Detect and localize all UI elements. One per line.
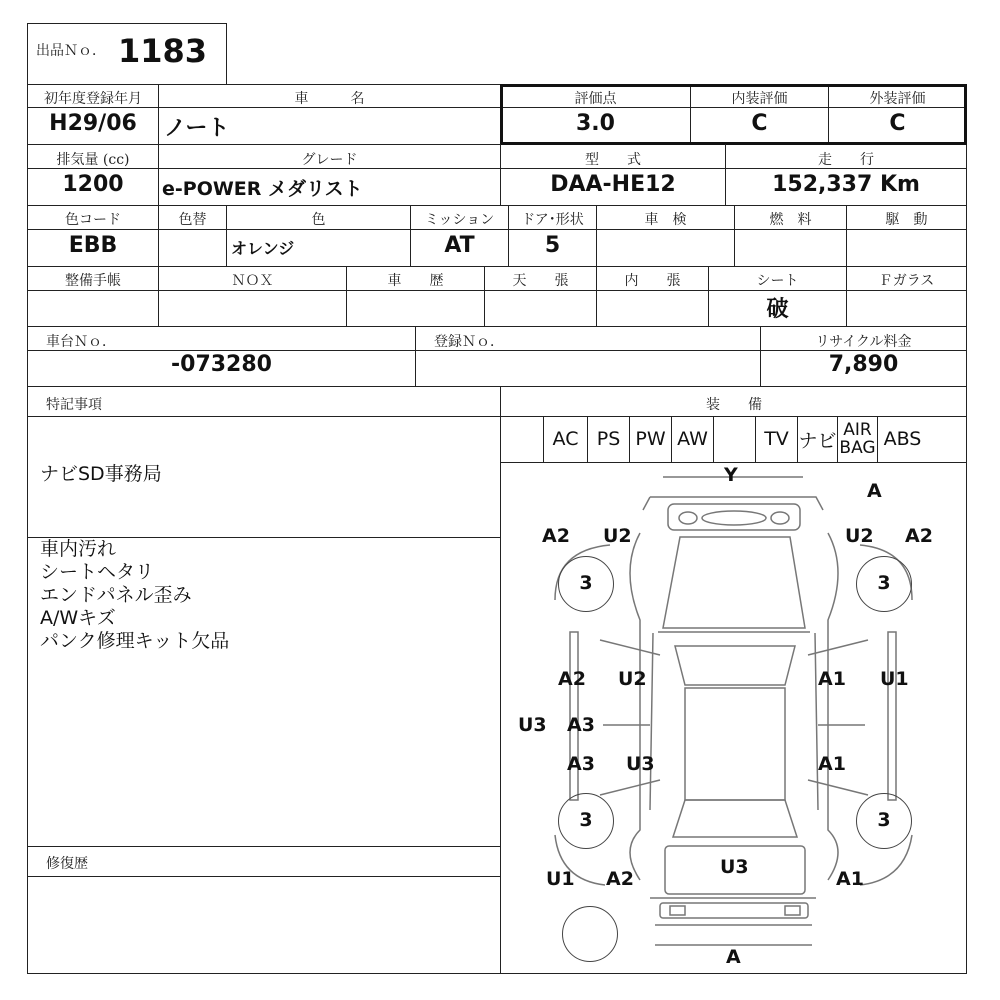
displacement-value: 1200: [62, 172, 124, 197]
equipment-cell: ABS: [883, 428, 922, 450]
mark-left-door-u3: U3: [518, 714, 547, 736]
nox-label: ＮＯＸ: [231, 273, 274, 289]
seat-label: シート: [756, 273, 799, 289]
equipment-cell: [714, 416, 756, 462]
chassis-value: -073280: [171, 352, 272, 377]
grade-value: e-POWER メダリスト: [162, 178, 363, 200]
ceiling-label: 天 張: [512, 273, 569, 289]
tire-front-right-grade: 3: [877, 572, 891, 594]
first-reg-value: H29/06: [49, 111, 137, 136]
model-value: DAA-HE12: [550, 172, 676, 197]
score-value: 3.0: [576, 111, 615, 136]
mark-front-left-u2: U2: [603, 525, 632, 547]
drive-label: 駆 動: [885, 212, 928, 228]
mark-right-mid-u1: U1: [880, 668, 909, 690]
mileage-label: 走 行: [818, 152, 874, 168]
remark-item: エンドパネル歪み: [40, 584, 192, 606]
inspection-label: 車 検: [644, 212, 687, 228]
equipment-cell: ナビ: [798, 416, 838, 462]
repair-history-label: 修復歴: [46, 856, 88, 872]
mark-front-right-u2: U2: [845, 525, 874, 547]
remark-item: 車内汚れ: [40, 538, 117, 560]
color-code-label: 色コード: [65, 212, 121, 228]
remark-item: パンク修理キット欠品: [40, 630, 230, 652]
interior-label: 内装評価: [731, 91, 788, 107]
mark-right-rear-a1: A1: [818, 753, 846, 775]
chassis-label: 車台Ｎｏ．: [46, 334, 116, 350]
remark-item: シートヘタリ: [40, 561, 155, 583]
mark-right-mid-a1: A1: [818, 668, 846, 690]
displacement-label: 排気量 (cc): [56, 152, 130, 168]
history-label: 車 歴: [387, 273, 444, 289]
color-change-label: 色替: [178, 212, 207, 228]
mileage-value: 152,337 Km: [772, 172, 920, 197]
fglass-label: Ｆガラス: [878, 273, 935, 289]
registration-label: 登録Ｎｏ．: [434, 334, 504, 350]
door-value: 5: [544, 233, 561, 258]
equipment-cell: PW: [630, 416, 672, 462]
exterior-value: C: [889, 111, 906, 136]
remarks-top-note: ナビSD事務局: [40, 463, 162, 485]
model-label: 型 式: [585, 152, 641, 168]
color-value: オレンジ: [231, 239, 295, 258]
equipment-cell: AC: [544, 416, 588, 462]
mark-rear-right-a1: A1: [836, 868, 864, 890]
interior-value: C: [751, 111, 768, 136]
door-label: ドア･形状: [521, 212, 584, 228]
spare-tire-circle: [562, 906, 618, 962]
recycle-label: リサイクル料金: [815, 334, 912, 350]
equipment-cell: [500, 416, 544, 462]
inner-label: 内 張: [624, 273, 681, 289]
grade-label: グレード: [301, 152, 358, 168]
color-label: 色: [311, 212, 326, 228]
color-code-value: EBB: [68, 233, 118, 258]
mark-left-rear-u3: U3: [626, 753, 655, 775]
mark-rear-left-a2: A2: [606, 868, 634, 890]
car-name-label: 車 名: [294, 91, 365, 107]
remarks-label: 特記事項: [46, 397, 102, 413]
fuel-label: 燃 料: [769, 212, 812, 228]
equipment-row: [500, 416, 967, 462]
mark-bottom-a: A: [726, 946, 741, 968]
equipment-cell: TV: [756, 416, 798, 462]
mark-left-mid-a2: A2: [558, 668, 586, 690]
tire-front-left-grade: 3: [579, 572, 593, 594]
mark-top-a: A: [867, 480, 882, 502]
mark-left-door-a3: A3: [567, 714, 595, 736]
transmission-label: ミッション: [424, 212, 495, 228]
maintenance-label: 整備手帳: [65, 273, 121, 289]
exterior-label: 外装評価: [869, 91, 926, 107]
recycle-value: 7,890: [828, 352, 899, 377]
equipment-label: 装 備: [706, 397, 762, 413]
transmission-value: AT: [444, 233, 475, 258]
mark-left-mid-u2: U2: [618, 668, 647, 690]
car-name-value: ノート: [164, 116, 230, 141]
equipment-cell: PS: [588, 416, 630, 462]
lot-label: 出品Ｎｏ．: [36, 43, 106, 59]
equipment-cell: AW: [672, 416, 714, 462]
mark-top-y: Y: [724, 464, 738, 486]
mark-rear-left-u1: U1: [546, 868, 575, 890]
remarks-notes: [40, 538, 229, 653]
mark-front-right-a2: A2: [905, 525, 933, 547]
mark-left-rear-a3: A3: [567, 753, 595, 775]
first-reg-label: 初年度登録年月: [44, 91, 142, 107]
lot-number: 1183: [118, 32, 208, 70]
mark-rear-u3: U3: [720, 856, 749, 878]
tire-rear-left-grade: 3: [579, 809, 593, 831]
remark-item: A/Wキズ: [40, 607, 116, 629]
mark-front-left-a2: A2: [542, 525, 570, 547]
equipment-cell: AIR BAG: [838, 416, 878, 462]
seat-value: 破: [766, 297, 789, 322]
tire-rear-right-grade: 3: [877, 809, 891, 831]
score-label: 評価点: [574, 91, 617, 107]
